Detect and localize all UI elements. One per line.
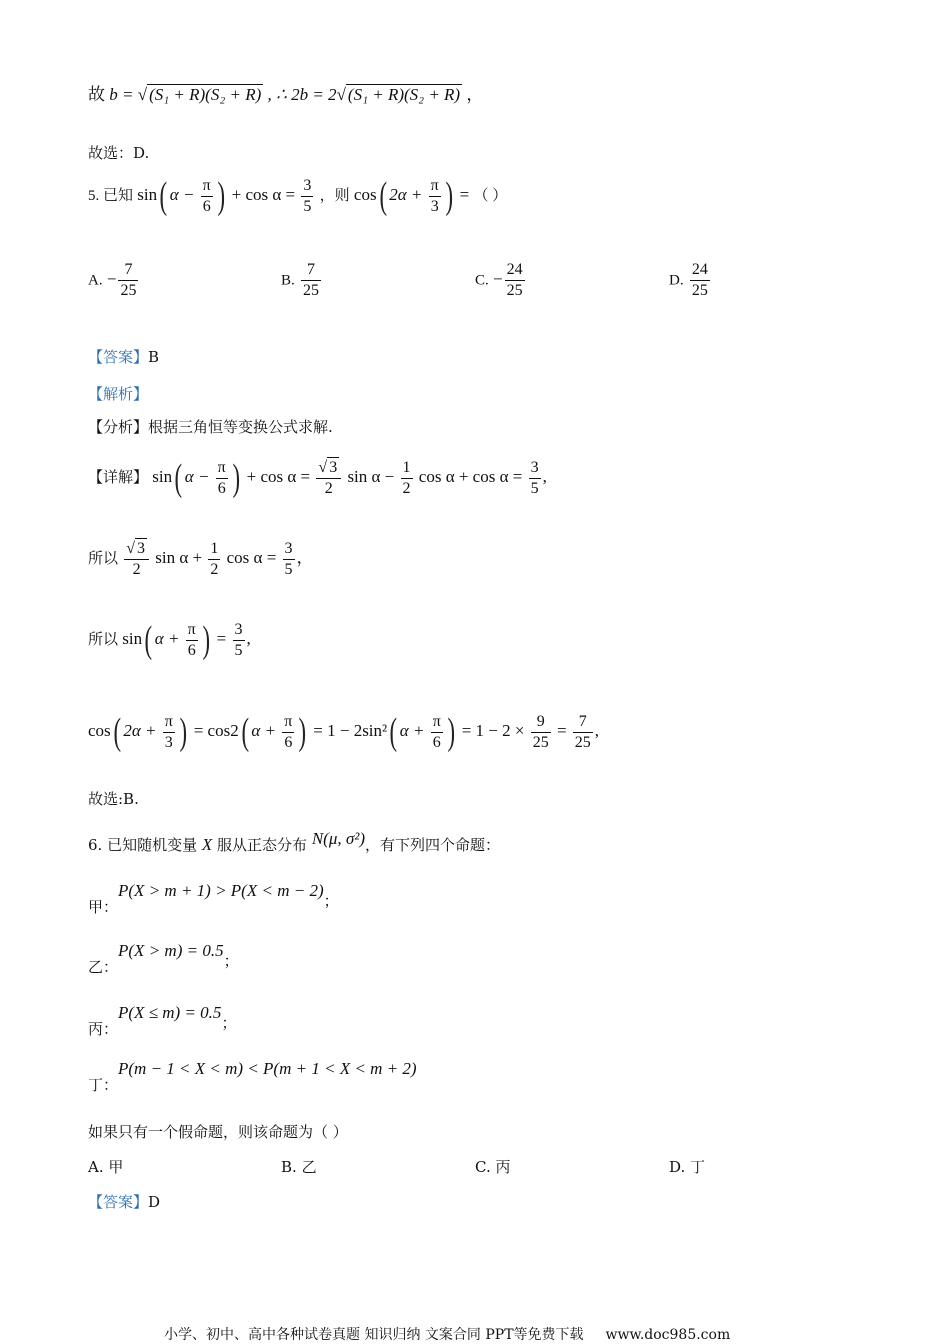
q5-detail-line-1 (88, 456, 547, 500)
right-paren-icon: ) (447, 711, 455, 753)
q4-answer-line: 故选：D. (88, 144, 150, 162)
frac-pi3 (163, 712, 175, 753)
answer-value: B (148, 348, 160, 366)
frac-den: 6 (284, 733, 293, 751)
q6-X: X (201, 835, 213, 854)
suoyi: 所以 (88, 631, 119, 648)
frac-num: 9 (531, 712, 551, 733)
q6-option-c (475, 1156, 511, 1177)
frac-den: 25 (691, 282, 708, 299)
prop-end: ； (323, 892, 339, 910)
frac-num: π (431, 712, 443, 733)
end: , (542, 466, 547, 486)
footer-text: 小学、初中、高中各种试卷真题 知识归纳 文案合同 PPT等免费下载 (164, 1327, 584, 1343)
q5-answer (88, 346, 159, 367)
answer-tag: 【答案】 (88, 1193, 149, 1211)
frac-den: 6 (202, 197, 211, 215)
frac-den: 2 (324, 480, 333, 497)
prop-label: 丙： (88, 1020, 119, 1038)
right-paren-icon: ) (179, 711, 187, 753)
sqrt-symbol-icon: √ (318, 459, 328, 476)
end: , (246, 628, 251, 648)
right-paren-icon: ) (298, 711, 307, 753)
frac-den: 6 (217, 479, 226, 497)
option-label: B. (281, 1158, 297, 1176)
frac-den: 2 (210, 560, 219, 578)
right-paren-icon: ) (445, 175, 453, 217)
q6-option-a (88, 1156, 123, 1177)
q5-then: ，则 (319, 187, 350, 204)
option-sign: − (106, 269, 117, 289)
answer-tag: 【答案】 (88, 348, 149, 366)
page-footer (164, 1324, 730, 1344)
q5-option-d (669, 260, 712, 301)
end: , (594, 720, 600, 740)
frac-3-5 (233, 620, 245, 661)
frac-num: π (429, 176, 441, 197)
cos-term: cos α + cos α = (418, 466, 523, 486)
frac-9-25 (531, 712, 551, 753)
q5-final: 故选:B. (88, 790, 139, 808)
frac-sqrt3-2 (316, 457, 341, 499)
q5-option-c (475, 260, 527, 301)
q5-number: 5. 已知 (88, 187, 134, 204)
left-paren-icon: ( (174, 457, 183, 499)
footer-url[interactable]: www.doc985.com (605, 1327, 731, 1343)
frac-num (124, 538, 149, 560)
option-text: 丁 (690, 1158, 706, 1176)
q4-conclusion-line (88, 80, 483, 105)
q5-eq: = (459, 184, 470, 204)
prop-label: 丁： (88, 1076, 119, 1094)
q5-inner: α − (169, 184, 195, 204)
frac-den: 6 (432, 733, 441, 751)
frac-den: 5 (303, 197, 312, 215)
q6-answer (88, 1191, 160, 1212)
q6-option-d (669, 1156, 705, 1177)
frac-num: 1 (401, 458, 413, 479)
frac-pi6 (282, 712, 294, 753)
frac-num: 3 (233, 620, 245, 641)
eq-sin2: = 1 − 2sin² (313, 720, 388, 740)
sqrt-symbol-icon: √ (336, 85, 346, 104)
frac-num: π (201, 176, 213, 197)
q6-stem-a: 6. 已知随机变量 (88, 836, 198, 854)
frac-num: 7 (118, 260, 138, 281)
frac-7-25 (573, 712, 593, 753)
sqrt-symbol-icon: √ (137, 85, 148, 104)
q5-frac-3-5 (301, 176, 313, 217)
frac-num: 24 (505, 260, 525, 281)
frac-1-2 (401, 458, 413, 499)
frac-3-5 (283, 539, 295, 580)
option-frac (301, 260, 321, 301)
q5-fenxi (88, 416, 333, 437)
mid: + cos α = (246, 466, 311, 486)
eq: = (216, 628, 227, 648)
frac-den: 25 (532, 733, 549, 751)
option-label: B. (281, 272, 295, 289)
frac-3-5 (529, 458, 541, 499)
q5-stem (88, 174, 507, 218)
answer-value: D (148, 1193, 161, 1211)
frac-num: 7 (301, 260, 321, 281)
radicand: 3 (329, 459, 338, 476)
q4-radical-2: (S₁ + R)(S₂ + R) (347, 85, 461, 104)
q4-b-eq: b = (109, 85, 134, 104)
fenxi-text: 根据三角恒等变换公式求解. (148, 418, 333, 436)
frac-pi6 (216, 458, 228, 499)
inner: α − (184, 466, 210, 486)
left-paren-icon: ( (379, 175, 387, 217)
frac-sqrt3-2 (124, 538, 149, 580)
option-label: C. (475, 1158, 491, 1176)
eq-cos2: = cos2 (193, 720, 239, 740)
inner: 2α + (123, 720, 157, 740)
frac-den: 3 (164, 733, 173, 751)
detail-tag: 【详解】 (88, 469, 149, 486)
prop-expr: P(X > m) = 0.5 (118, 941, 224, 960)
cos: cos (88, 720, 111, 740)
frac-den: 6 (187, 641, 196, 659)
prop-expr: P(X > m + 1) > P(X < m − 2) (118, 881, 324, 900)
sqrt-symbol-icon: √ (126, 540, 136, 557)
q5-frac-pi6 (201, 176, 213, 217)
q5-detail-line-4 (88, 710, 599, 754)
frac-den: 3 (430, 197, 439, 215)
option-label: D. (669, 272, 684, 289)
left-paren-icon: ( (113, 711, 121, 753)
option-label: C. (475, 272, 489, 289)
q5-option-b (281, 260, 323, 301)
inner: α + (154, 628, 180, 648)
q5-frac-pi3 (429, 176, 441, 217)
q5-option-a (88, 260, 140, 301)
q5-plus-cos: + cos α = (231, 184, 296, 204)
q6-prop-ding (88, 1058, 417, 1094)
option-frac (505, 260, 525, 301)
frac-den: 25 (574, 733, 591, 751)
q5-detail-line-3 (88, 618, 251, 662)
q6-option-b (281, 1156, 317, 1177)
frac-num: 1 (208, 539, 220, 560)
prop-expr: P(X ≤ m) = 0.5 (118, 1003, 222, 1022)
radicand: 3 (137, 540, 146, 557)
sin-term: sin α − (347, 466, 395, 486)
option-label: A. (88, 1158, 104, 1176)
left-paren-icon: ( (159, 175, 168, 217)
right-paren-icon: ) (217, 175, 225, 217)
q5-analysis-tag: 【解析】 (88, 385, 149, 403)
frac-num (316, 457, 341, 479)
frac-num: π (186, 620, 198, 641)
frac-num: π (282, 712, 294, 733)
frac-pi6 (186, 620, 198, 661)
frac-pi6 (431, 712, 443, 753)
option-label: D. (669, 1158, 686, 1176)
option-sign: − (493, 269, 503, 289)
frac-den: 5 (530, 479, 539, 497)
frac-den: 2 (132, 561, 141, 578)
prop-expr: P(m − 1 < X < m) < P(m + 1 < X < m + 2) (118, 1059, 417, 1078)
q5-blank: （ ） (473, 187, 508, 204)
q6-stem-c: ，有下列四个命题： (365, 836, 501, 854)
end: ， (296, 547, 314, 567)
sin-term: sin α + (155, 547, 203, 567)
frac-1-2 (208, 539, 220, 580)
inner: α + (399, 720, 425, 740)
frac-den: 5 (234, 641, 243, 659)
frac-den: 5 (284, 560, 293, 578)
frac-den: 25 (303, 282, 320, 299)
frac-num: 7 (573, 712, 593, 733)
option-text: 乙 (301, 1158, 317, 1176)
frac-num: 3 (301, 176, 313, 197)
q5-cos: cos (353, 184, 377, 204)
option-text: 丙 (495, 1158, 511, 1176)
prop-end: ； (223, 952, 239, 970)
q6-prop-jia (88, 880, 339, 916)
option-frac (118, 260, 138, 301)
inner: α + (251, 720, 277, 740)
frac-den: 2 (402, 479, 411, 497)
sin: sin (122, 628, 143, 648)
sin: sin (152, 466, 173, 486)
frac-num: 24 (690, 260, 710, 281)
prop-label: 乙： (88, 958, 119, 976)
prop-end: ； (221, 1014, 237, 1032)
q6-prop-bing (88, 1002, 237, 1038)
q6-stem (88, 829, 501, 855)
left-paren-icon: ( (144, 619, 153, 661)
frac-den: 25 (506, 282, 523, 299)
q4-prefix: 故 (88, 85, 105, 104)
q4-therefore: , ∴ 2b = 2 (267, 85, 337, 104)
q6-question: 如果只有一个假命题，则该命题为（ ） (88, 1123, 348, 1141)
eq: = (556, 720, 567, 740)
q4-suffix: ， (466, 85, 484, 104)
left-paren-icon: ( (241, 711, 249, 753)
frac-num: 3 (283, 539, 295, 560)
prop-label: 甲： (88, 898, 119, 916)
eq-times: = 1 − 2 × (461, 720, 525, 740)
right-paren-icon: ) (232, 457, 240, 499)
frac-num: 3 (529, 458, 541, 479)
frac-den: 25 (120, 282, 137, 299)
q6-stem-b: 服从正态分布 (217, 836, 308, 854)
frac-num: π (216, 458, 228, 479)
option-frac (690, 260, 710, 301)
left-paren-icon: ( (389, 711, 398, 753)
suoyi: 所以 (88, 550, 119, 567)
q6-dist: N(μ, σ²) (311, 829, 366, 848)
q4-radical-1: (S₁ + R)(S₂ + R) (149, 85, 262, 104)
right-paren-icon: ) (202, 619, 210, 661)
q5-sin: sin (137, 184, 158, 204)
option-label: A. (88, 272, 103, 289)
cos-term: cos α = (226, 547, 277, 567)
q5-detail-line-2 (88, 538, 314, 580)
fenxi-tag: 【分析】 (88, 418, 149, 436)
q6-prop-yi (88, 940, 239, 976)
option-text: 甲 (108, 1158, 124, 1176)
q5-two-alpha: 2α + (389, 184, 423, 204)
frac-num: π (163, 712, 175, 733)
